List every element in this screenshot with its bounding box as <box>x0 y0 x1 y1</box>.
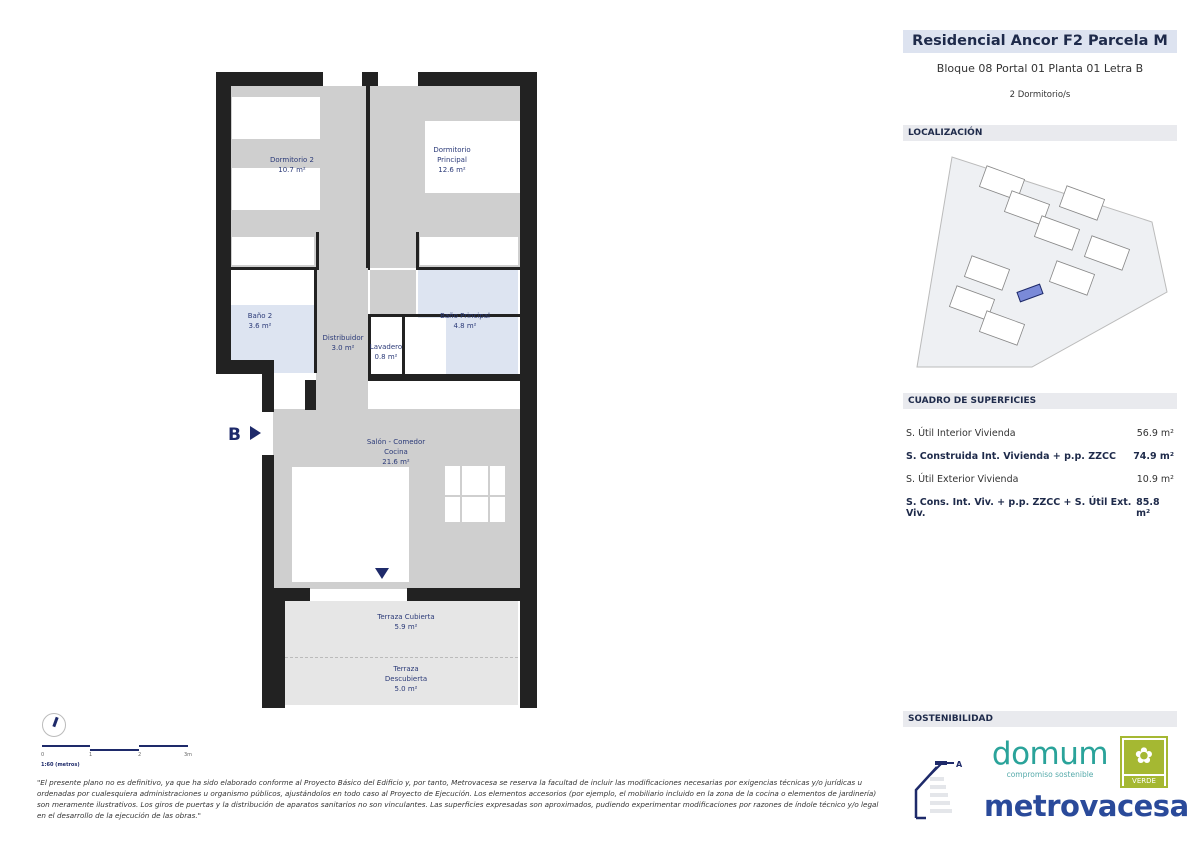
section-cuadro-superficies: CUADRO DE SUPERFICIES <box>903 393 1177 409</box>
energy-rating-icon: A <box>912 755 972 820</box>
view-arrow-icon <box>375 568 389 579</box>
room-distribuidor: Distribuidor 3.0 m² <box>322 334 364 352</box>
location-map <box>912 152 1174 372</box>
room-terraza-descubierta: Terraza Descubierta 5.0 m² <box>384 665 428 693</box>
room-dormitorio-principal: Dormitorio Principal 12.6 m² <box>433 146 471 174</box>
room-dormitorio-2: Dormitorio 2 10.7 m² <box>269 156 315 174</box>
surface-row: S. Construida Int. Vivienda + p.p. ZZCC 74.9 m² <box>906 451 1174 462</box>
surface-row: S. Útil Exterior Vivienda 10.9 m² <box>906 474 1174 485</box>
unit-subtitle: Bloque 08 Portal 01 Planta 01 Letra B <box>936 62 1144 75</box>
metrovacesa-logo: metrovacesa <box>984 789 1189 823</box>
room-bano-principal: Baño Principal 4.8 m² <box>440 312 490 330</box>
room-lavadero: Lavadero 0.8 m² <box>369 343 403 361</box>
floor-plan-sheet: B Dormitorio 2 10.7 m² Dormitorio Principal 12.6 m² Baño 2 3.6 m² Distribuidor 3.0 m² Lavadero 0.8 m² Baño Principal 4.8 m² Salón - Comedor Cocina 21.6 m² Terraza Cubierta 5.9 m² Terraza Descubierta 5.0 m² 0 1 2 3m 1:60 (metros) "El presente plano no es definitivo, ya que ha sido elaborado conforme al Proyecto Básico del Edificio y, por tanto, Metrovacesa se reserva la facultad de incluir las modificaciones necesarias por exigencias técnicas y/o jurídicas u ordenadas por cualesquiera administraciones u organismo públicos, ajustándolos en todo caso al Proyecto de Ejecución. Los elementos accesorios (por ejemplo, el mobiliario incluido en la zona de la cocina o elementos de jardinería) son meramente ilustrativos. Los giros de puertas y la distribución de aparatos sanitarios no son vinculantes. Las superficies expresadas son aproximados, pudiendo experimentar modificaciones por razones de índole técnico y/o legal en el desarrollo de la ejecución de las obras." Residencial Ancor F2 Parcela M Bloque 08 Portal 01 Planta 01 Letra B 2 Dormitorio/s LOCALIZACIÓN CUADRO DE SUPERFICIES S. Útil Interior Vivienda 56.9 m² S. Construida Int. Vivienda + p.p. ZZCC 74.9 m² S. Útil Exterior Vivienda 10.9 m² S. Cons. Int. Viv. + p.p. ZZCC + S. Útil Ext. Viv. 85.8 m² SOSTENIBILIDAD A domum compromiso sostenible ✿ VERDE metrovacesa <box>0 0 1200 851</box>
wardrobe <box>420 237 518 265</box>
section-localizacion: LOCALIZACIÓN <box>903 125 1177 141</box>
kitchen-counter <box>368 381 520 409</box>
table <box>445 466 505 522</box>
surface-row: S. Útil Interior Vivienda 56.9 m² <box>906 428 1174 439</box>
disclaimer: "El presente plano no es definitivo, ya que ha sido elaborado conforme al Proyecto Básico del Edificio y, por tanto, Metrovacesa se reserva la facultad de incluir las modificaciones necesarias por exigencias técnicas y/o jurídicas u ordenadas por cualesquiera administraciones u organismo públicos, ajustándolos en todo caso al Proyecto de Ejecución. Los elementos accesorios (por ejemplo, el mobiliario incluido en la zona de la cocina o elementos de jardinería) son meramente ilustrativos. Los giros de puertas y la distribución de aparatos sanitarios no son vinculantes. Las superficies expresadas son aproximados, pudiendo experimentar modificaciones por razones de índole técnico y/o legal en el desarrollo de la ejecución de las obras." <box>37 778 879 820</box>
room-bano-2: Baño 2 3.6 m² <box>247 312 273 330</box>
sofa-area <box>292 467 409 582</box>
north-compass-icon <box>42 713 66 737</box>
room-salon-comedor-cocina: Salón - Comedor Cocina 21.6 m² <box>366 438 426 466</box>
scale-bar <box>42 745 188 751</box>
domum-logo: domum compromiso sostenible <box>991 736 1109 779</box>
scale-label: 1:60 (metros) <box>41 762 80 768</box>
project-title: Residencial Ancor F2 Parcela M <box>903 30 1177 53</box>
wardrobe <box>232 237 314 265</box>
section-sostenibilidad: SOSTENIBILIDAD <box>903 711 1177 727</box>
surface-row: S. Cons. Int. Viv. + p.p. ZZCC + S. Útil Ext. Viv. 85.8 m² <box>906 497 1160 519</box>
room-terraza-cubierta: Terraza Cubierta 5.9 m² <box>377 613 435 631</box>
entrance-marker: B <box>228 425 261 445</box>
entrance-arrow-icon <box>250 426 261 440</box>
bed <box>232 97 320 139</box>
verde-logo: ✿ VERDE <box>1120 736 1168 788</box>
bedrooms-count: 2 Dormitorio/s <box>1009 90 1071 100</box>
